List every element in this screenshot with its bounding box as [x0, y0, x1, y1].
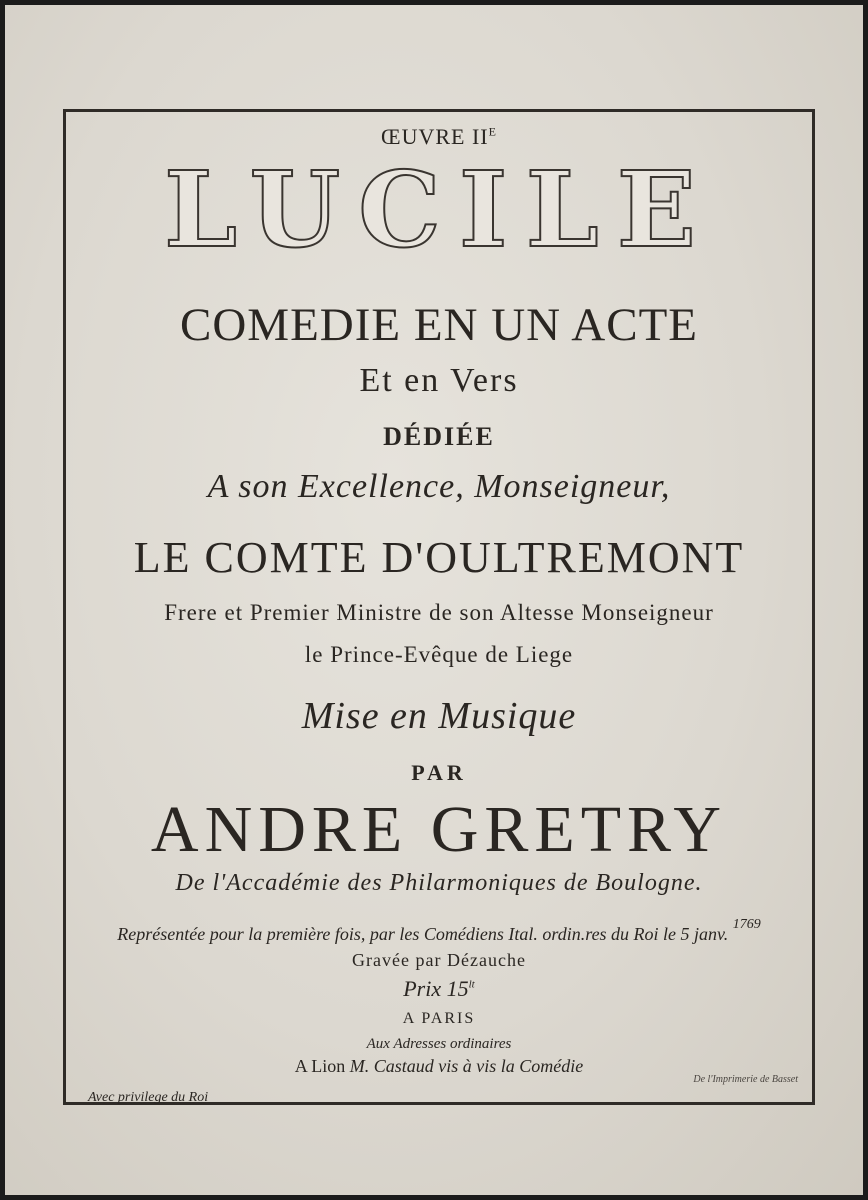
- by-label: PAR: [411, 760, 467, 785]
- lyon-seller: A Lion M. Castaud vis à vis la Comédie: [294, 1056, 584, 1076]
- work-title: LUCILE: [164, 148, 714, 271]
- price: Prix $15^{lt}$: [403, 976, 475, 1001]
- dedicatee-name: LE COMTE D'OULTREMONT: [133, 533, 745, 582]
- publisher-addresses: Aux Adresses ordinaires: [366, 1036, 512, 1052]
- verse-note: Et en Vers: [359, 362, 519, 399]
- dedication-heading: DÉDIÉE: [383, 422, 495, 451]
- premiere-note: Représentée pour la première fois, par les Comédiens Ital. ordin.res du Roi le 5 janv. $^{1769}$: [117, 917, 761, 944]
- premiere-year: 1769: [732, 917, 761, 932]
- composer-name: ANDRE GRETRY: [150, 793, 728, 866]
- royal-privilege-note: Avec privilege du Roi: [88, 1090, 209, 1105]
- dedication-address: A son Excellence, Monseigneur,: [207, 468, 671, 505]
- dedicatee-title-line1: Frere et Premier Ministre de son Altesse Monseigneur: [164, 600, 714, 625]
- printer-credit: De l'Imprimerie de Basset: [693, 1074, 798, 1085]
- oeuvre-number: ŒUVRE $II^E$: [381, 124, 497, 149]
- publication-city: A PARIS: [402, 1010, 476, 1027]
- engraved-plate-border: [63, 109, 815, 1105]
- music-setting-line: Mise en Musique: [301, 695, 577, 737]
- dedicatee-title-line2: le Prince-Evêque de Liege: [304, 642, 574, 667]
- paper-sheet: [5, 5, 863, 1195]
- genre-subtitle: COMEDIE EN UN ACTE: [180, 299, 698, 351]
- engraver-credit: Gravée par Dézauche: [352, 950, 526, 970]
- composer-affiliation: De l'Accadémie des Philarmoniques de Boulogne.: [175, 870, 703, 896]
